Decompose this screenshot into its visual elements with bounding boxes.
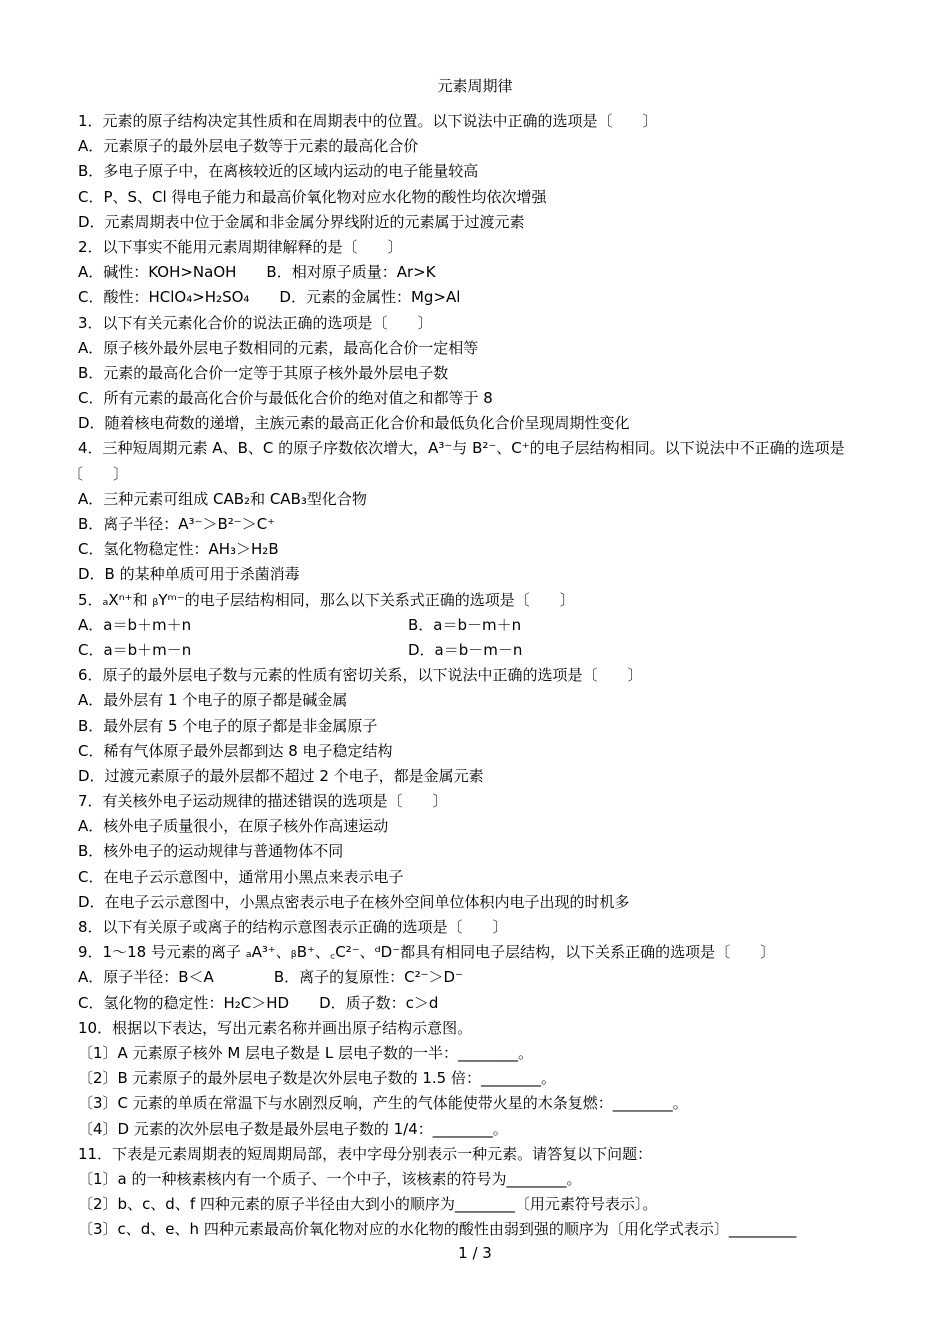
q5-option-a: A．a＝b＋m＋n	[78, 615, 192, 634]
q6-option-b: B．最外层有 5 个电子的原子都是非金属原子	[78, 716, 378, 735]
q2-stem: 2．以下事实不能用元素周期律解释的是〔 〕	[78, 237, 403, 256]
q9-options-cd: C．氢化物的稳定性：H₂C＞HD D．质子数：c＞d	[78, 993, 439, 1012]
document-title: 元素周期律	[437, 77, 513, 95]
q11-part-1: 〔1〕a 的一种核素核内有一个质子、一个中子，该核素的符号为________。	[78, 1169, 582, 1188]
q5-stem: 5．ₐXⁿ⁺和 ᵦYᵐ⁻的电子层结构相同，那么以下关系式正确的选项是〔 〕	[78, 590, 575, 609]
q9-stem: 9．1～18 号元素的离子 ₐA³⁺、ᵦB⁺、꜀C²⁻、ᵈD⁻都具有相同电子层结构，以下关系正确的选项是〔 〕	[78, 943, 776, 962]
q3-stem: 3．以下有关元素化合价的说法正确的选项是〔 〕	[78, 313, 433, 332]
q4-option-a: A．三种元素可组成 CAB₂和 CAB₃型化合物	[78, 489, 367, 508]
q7-option-c: C．在电子云示意图中，通常用小黑点来表示电子	[78, 867, 404, 886]
q5-option-b: B．a＝b－m＋n	[408, 615, 522, 634]
q10-part-3: 〔3〕C 元素的单质在常温下与水剧烈反响，产生的气体能使带火星的木条复燃：________。	[78, 1094, 688, 1113]
q5-options-ab	[68, 613, 888, 638]
q4-stem-text: 4．三种短周期元素 A、B、C 的原子序数依次增大，A³⁻与 B²⁻、C⁺的电子层结构相同。以下说法中不正确的选项是〔 〕	[68, 439, 845, 483]
q11-part-2: 〔2〕b、c、d、f 四种元素的原子半径由大到小的顺序为________〔用元素符号表示〕。	[78, 1195, 658, 1214]
q2-options-ab: A．碱性：KOH>NaOH B．相对原子质量：Ar>K	[78, 263, 436, 282]
q1-option-b: B．多电子原子中，在离核较近的区域内运动的电子能量较高	[78, 162, 479, 181]
q5-options-cd	[68, 638, 888, 663]
q8-stem: 8．以下有关原子或离子的结构示意图表示正确的选项是〔 〕	[78, 918, 508, 937]
q5-option-d: D．a＝b－m－n	[408, 640, 523, 659]
q3-option-d: D．随着核电荷数的递增，主族元素的最高正化合价和最低负化合价呈现周期性变化	[78, 414, 630, 433]
q6-option-d: D．过渡元素原子的最外层都不超过 2 个电子，都是金属元素	[78, 766, 484, 785]
q1-option-c: C．P、S、Cl 得电子能力和最高价氧化物对应水化物的酸性均依次增强	[78, 187, 547, 206]
page-number: 1 / 3	[458, 1244, 492, 1262]
q6-option-c: C．稀有气体原子最外层都到达 8 电子稳定结构	[78, 741, 393, 760]
q4-stem	[68, 436, 888, 486]
q11-stem: 11．下表是元素周期表的短周期局部，表中字母分别表示一种元素。请答复以下问题：	[78, 1144, 653, 1163]
q11-part-3: 〔3〕c、d、e、h 四种元素最高价氧化物对应的水化物的酸性由弱到强的顺序为〔用化学式表示〕_________	[78, 1220, 797, 1239]
q10-part-2: 〔2〕B 元素原子的最外层电子数是次外层电子数的 1.5 倍：________。	[78, 1069, 556, 1088]
q7-stem: 7．有关核外电子运动规律的描述错误的选项是〔 〕	[78, 792, 448, 811]
q3-option-a: A．原子核外最外层电子数相同的元素，最高化合价一定相等	[78, 338, 479, 357]
document-body	[68, 109, 888, 1242]
q1-option-a: A．元素原子的最外层电子数等于元素的最高化合价	[78, 137, 419, 156]
q10-part-1: 〔1〕A 元素原子核外 M 层电子数是 L 层电子数的一半：________。	[78, 1043, 533, 1062]
q6-stem: 6．原子的最外层电子数与元素的性质有密切关系，以下说法中正确的选项是〔 〕	[78, 666, 643, 685]
q10-part-4: 〔4〕D 元素的次外层电子数是最外层电子数的 1/4：________。	[78, 1119, 508, 1138]
q3-option-c: C．所有元素的最高化合价与最低化合价的绝对值之和都等于 8	[78, 389, 493, 408]
q4-option-b: B．离子半径：A³⁻＞B²⁻＞C⁺	[78, 515, 276, 534]
q6-option-a: A．最外层有 1 个电子的原子都是碱金属	[78, 691, 348, 710]
q7-option-a: A．核外电子质量很小，在原子核外作高速运动	[78, 817, 389, 836]
q7-option-d: D．在电子云示意图中，小黑点密表示电子在核外空间单位体积内电子出现的时机多	[78, 892, 630, 911]
q4-option-d: D．B 的某种单质可用于杀菌消毒	[78, 565, 300, 584]
q2-options-cd: C．酸性：HClO₄>H₂SO₄ D．元素的金属性：Mg>Al	[78, 288, 461, 307]
q7-option-b: B．核外电子的运动规律与普通物体不同	[78, 842, 344, 861]
q1-option-d: D．元素周期表中位于金属和非金属分界线附近的元素属于过渡元素	[78, 212, 525, 231]
q10-stem: 10．根据以下表达，写出元素名称并画出原子结构示意图。	[78, 1018, 473, 1037]
q1-stem: 1．元素的原子结构决定其性质和在周期表中的位置。以下说法中正确的选项是〔 〕	[78, 112, 658, 130]
q4-option-c: C．氢化物稳定性：AH₃＞H₂B	[78, 540, 279, 559]
q3-option-b: B．元素的最高化合价一定等于其原子核外最外层电子数	[78, 363, 449, 382]
q9-options-ab: A．原子半径：B＜A B．离子的复原性：C²⁻＞D⁻	[78, 968, 463, 987]
q5-option-c: C．a＝b＋m－n	[78, 640, 192, 659]
